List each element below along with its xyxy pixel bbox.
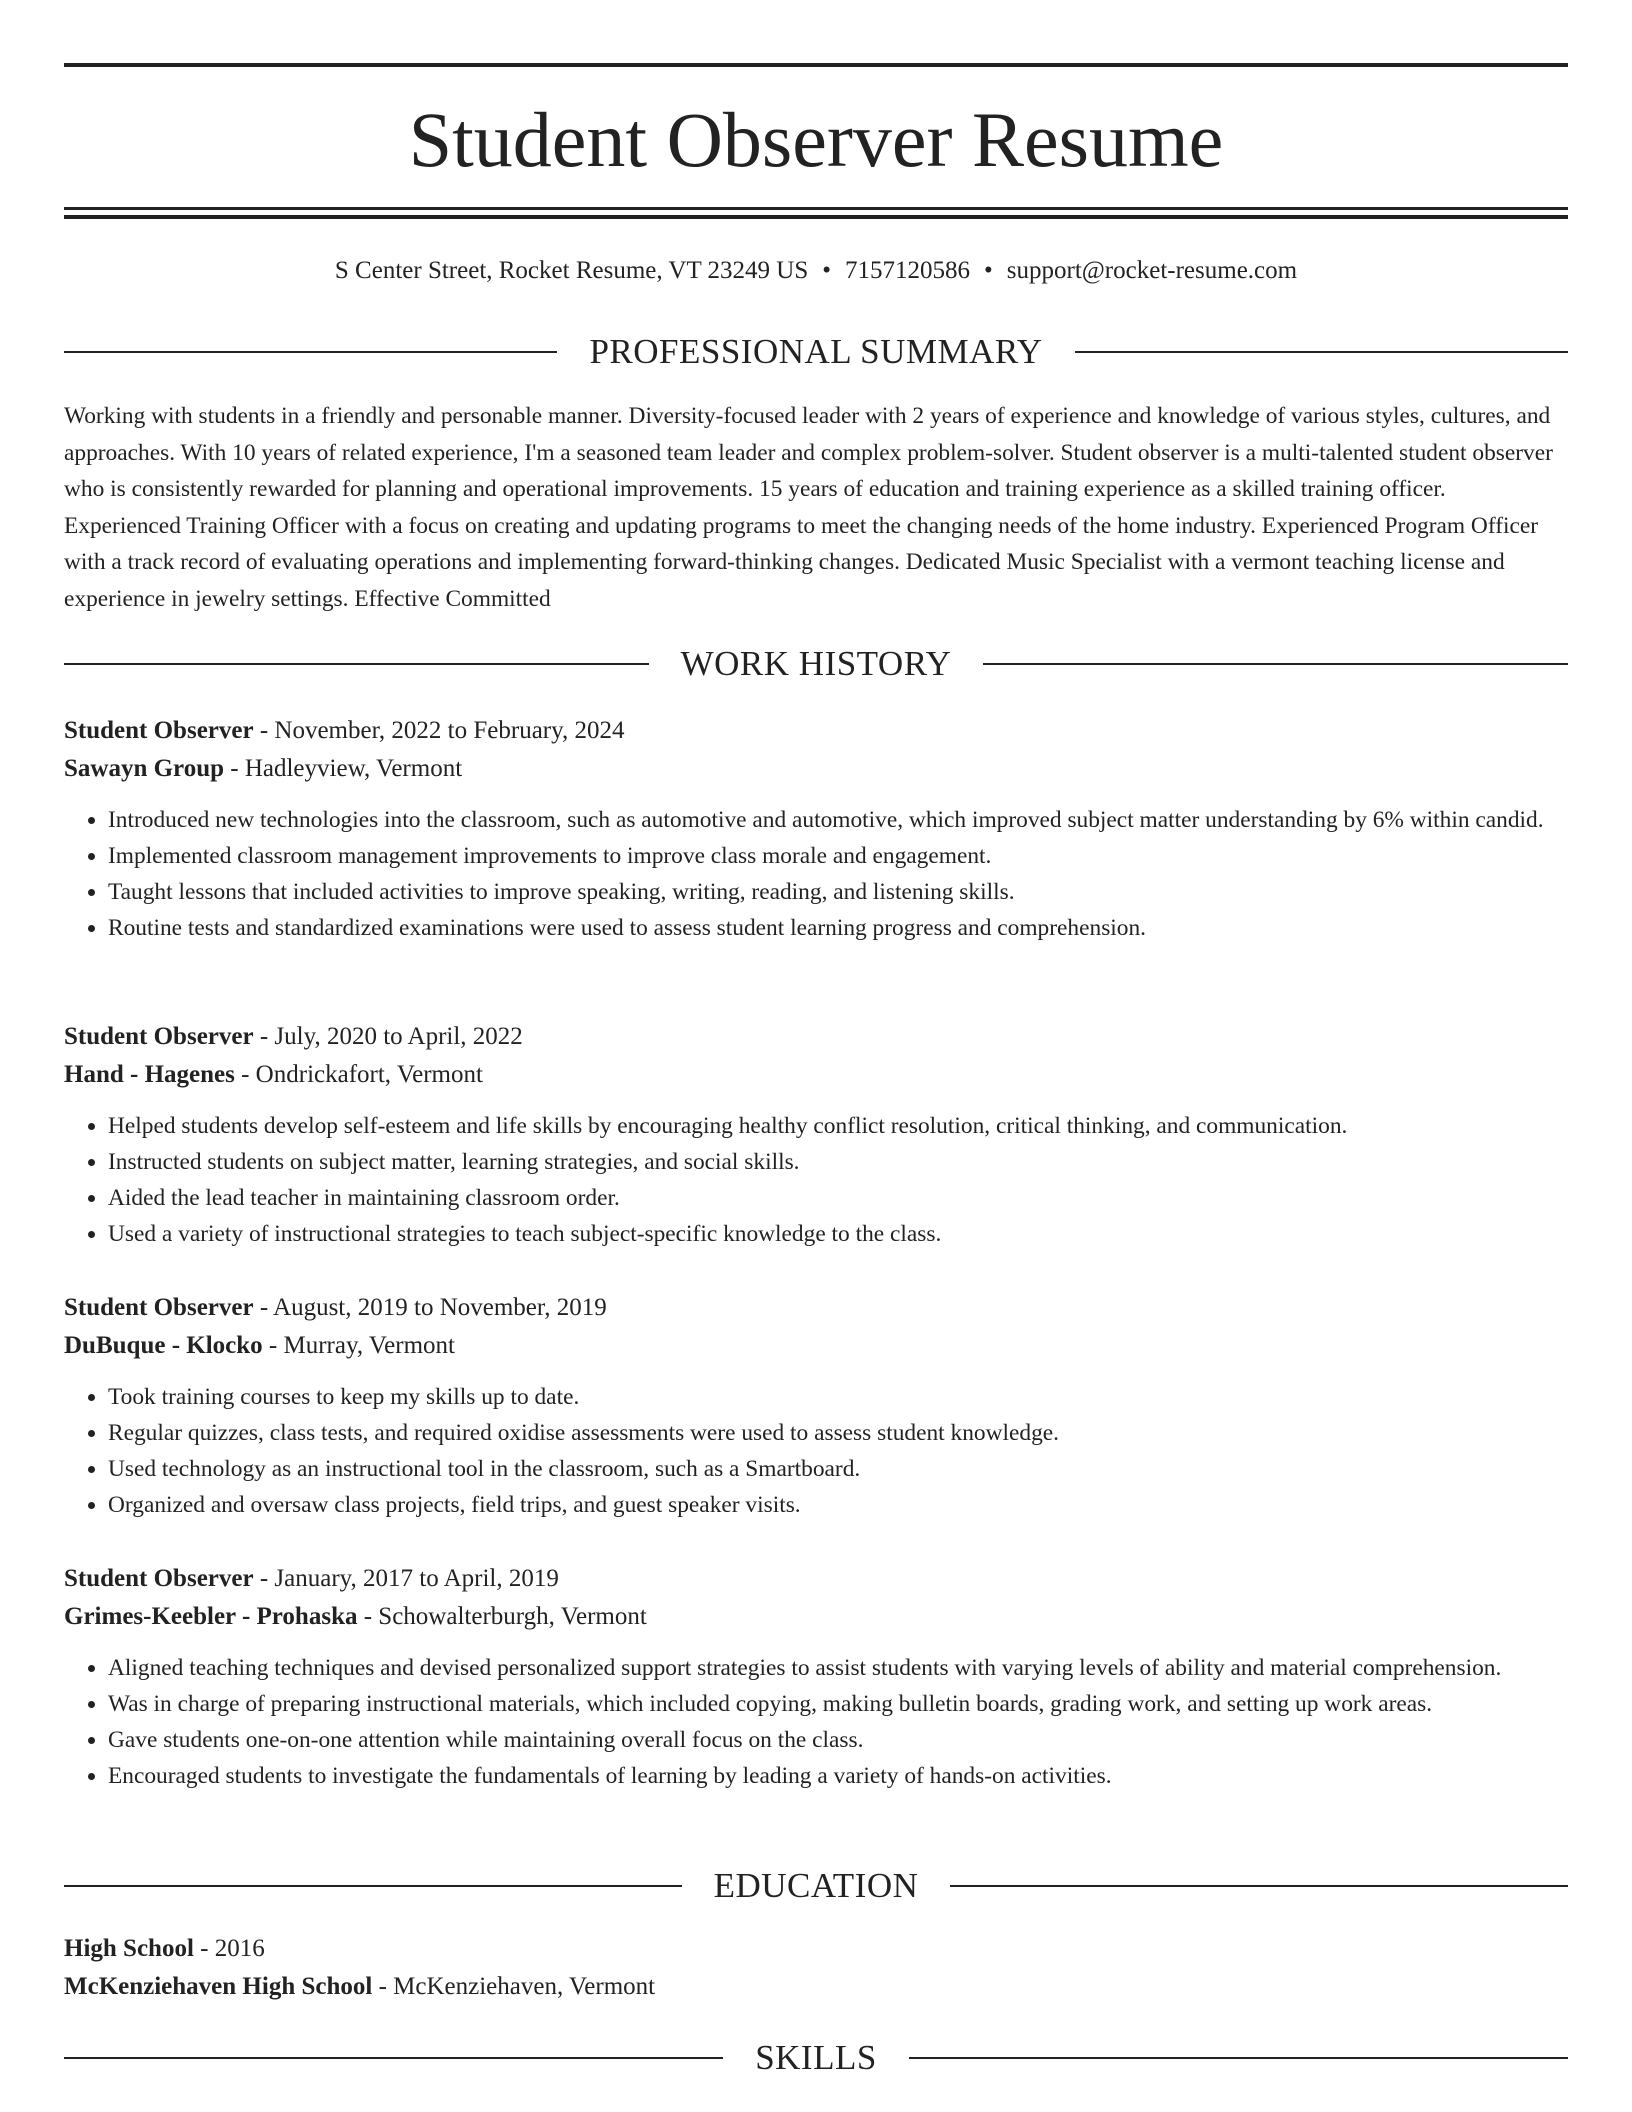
divider (1075, 351, 1568, 353)
job-title-line (64, 1289, 1568, 1327)
list-item: • Took training courses to keep my skills up to date. (108, 1379, 1568, 1415)
divider (64, 2057, 723, 2059)
contact-phone: 7157120586 (845, 257, 971, 284)
section-heading-skills (64, 2038, 1568, 2078)
divider (64, 351, 557, 353)
section-title: EDUCATION (713, 1866, 919, 1905)
job-dates: - November, 2022 to February, 2024 (253, 717, 625, 744)
job-company: Hand - Hagenes (64, 1061, 235, 1088)
contact-separator: • (822, 257, 832, 284)
list-item: • Implemented classroom management improvements to improve class morale and engagement. (108, 838, 1568, 874)
list-item: • Aided the lead teacher in maintaining classroom order. (108, 1180, 1568, 1216)
job-bullets (64, 1379, 1568, 1523)
job-company-line (64, 750, 1568, 788)
list-item: • Encouraged students to investigate the fundamentals of learning by leading a variety of hands-on activities. (108, 1758, 1568, 1794)
job-role: Student Observer (64, 1023, 254, 1050)
section-title: PROFESSIONAL SUMMARY (589, 332, 1043, 371)
summary-paragraph: Working with students in a friendly and personable manner. Diversity-focused leader with 2 years of experience and knowledge of various styles, cultures, and approaches. With 10 years of related experience, I'm a seasoned team leader and complex problem-solver. Student observer is a multi-talented student observer who is consistently rewarded for planning and operational improvements. 15 years of education and training experience as a skilled training officer. Experienced Training Officer with a focus on creating and updating programs to meet the changing needs of the home industry. Experienced Program Officer with a track record of evaluating operations and implementing forward-thinking changes. Dedicated Music Specialist with a vermont teaching license and experience in jewelry settings. Effective Committed (64, 403, 1553, 612)
job-entry (64, 1289, 1568, 1523)
contact-address: S Center Street, Rocket Resume, VT 23249 US (334, 257, 809, 284)
job-bullets (64, 802, 1568, 946)
education-school: McKenziehaven High School (64, 1973, 373, 2000)
job-title-line (64, 1560, 1568, 1598)
job-company-line (64, 1056, 1568, 1094)
job-company-line (64, 1327, 1568, 1365)
list-item: • Aligned teaching techniques and devised personalized support strategies to assist students with varying levels of ability and material comprehension. (108, 1650, 1568, 1686)
job-entry (64, 712, 1568, 946)
job-location: - Schowalterburgh, Vermont (357, 1603, 647, 1630)
contact-separator: • (984, 257, 993, 284)
list-item: • Gave students one-on-one attention while maintaining overall focus on the class. (108, 1722, 1568, 1758)
resume-title: Student Observer Resume (408, 96, 1224, 183)
job-title-line (64, 712, 1568, 750)
job-role: Student Observer (64, 1565, 254, 1592)
list-item: • Was in charge of preparing instructional materials, which included copying, making bulletin boards, grading work, and setting up work areas. (108, 1686, 1568, 1722)
education-school-line (64, 1968, 1568, 2006)
education-degree-line (64, 1930, 1568, 1968)
list-item: • Introduced new technologies into the classroom, such as automotive and automotive, which improved subject matter understanding by 6% within candid. (108, 802, 1568, 838)
section-heading-summary (64, 332, 1568, 372)
list-item: • Taught lessons that included activities to improve speaking, writing, reading, and listening skills. (108, 874, 1568, 910)
divider (909, 2057, 1568, 2059)
title-rule-lower (64, 215, 1568, 219)
section-heading-work-history (64, 644, 1568, 684)
title-rule-upper (64, 207, 1568, 210)
job-location: - Hadleyview, Vermont (224, 755, 463, 782)
job-title-line (64, 1018, 1568, 1056)
education-degree: High School (64, 1935, 194, 1962)
divider (950, 1885, 1568, 1887)
divider (64, 663, 649, 665)
job-role: Student Observer (64, 1294, 254, 1321)
job-company: Grimes-Keebler - Prohaska (64, 1603, 358, 1630)
contact-email[interactable]: support@rocket-resume.com (1006, 257, 1298, 284)
job-company-line (64, 1598, 1568, 1636)
divider (983, 663, 1568, 665)
top-rule (64, 63, 1568, 67)
job-dates: - July, 2020 to April, 2022 (253, 1023, 523, 1050)
divider (64, 1885, 682, 1887)
job-bullets (64, 1108, 1568, 1252)
section-heading-education (64, 1866, 1568, 1906)
education-entry (64, 1930, 1568, 2006)
list-item: • Used a variety of instructional strategies to teach subject-specific knowledge to the class. (108, 1216, 1568, 1252)
list-item: • Used technology as an instructional tool in the classroom, such as a Smartboard. (108, 1451, 1568, 1487)
list-item: • Organized and oversaw class projects, field trips, and guest speaker visits. (108, 1487, 1568, 1523)
job-dates: - January, 2017 to April, 2019 (253, 1565, 559, 1592)
list-item: • Regular quizzes, class tests, and required oxidise assessments were used to assess student knowledge. (108, 1415, 1568, 1451)
job-entry (64, 1560, 1568, 1794)
list-item: • Helped students develop self-esteem and life skills by encouraging healthy conflict resolution, critical thinking, and communication. (108, 1108, 1568, 1144)
job-bullets (64, 1650, 1568, 1794)
job-location: - Murray, Vermont (262, 1332, 455, 1359)
contact-line (64, 254, 1568, 288)
job-role: Student Observer (64, 717, 254, 744)
section-title: WORK HISTORY (680, 644, 952, 683)
job-dates: - August, 2019 to November, 2019 (253, 1294, 607, 1321)
section-title: SKILLS (755, 2038, 877, 2077)
list-item: • Routine tests and standardized examinations were used to assess student learning progress and comprehension. (108, 910, 1568, 946)
job-company: Sawayn Group (64, 755, 225, 782)
job-location: - Ondrickafort, Vermont (234, 1061, 483, 1088)
education-location: - McKenziehaven, Vermont (372, 1973, 656, 2000)
education-year: - 2016 (193, 1935, 265, 1962)
job-entry (64, 1018, 1568, 1252)
list-item: • Instructed students on subject matter, learning strategies, and social skills. (108, 1144, 1568, 1180)
job-company: DuBuque - Klocko (64, 1332, 263, 1359)
